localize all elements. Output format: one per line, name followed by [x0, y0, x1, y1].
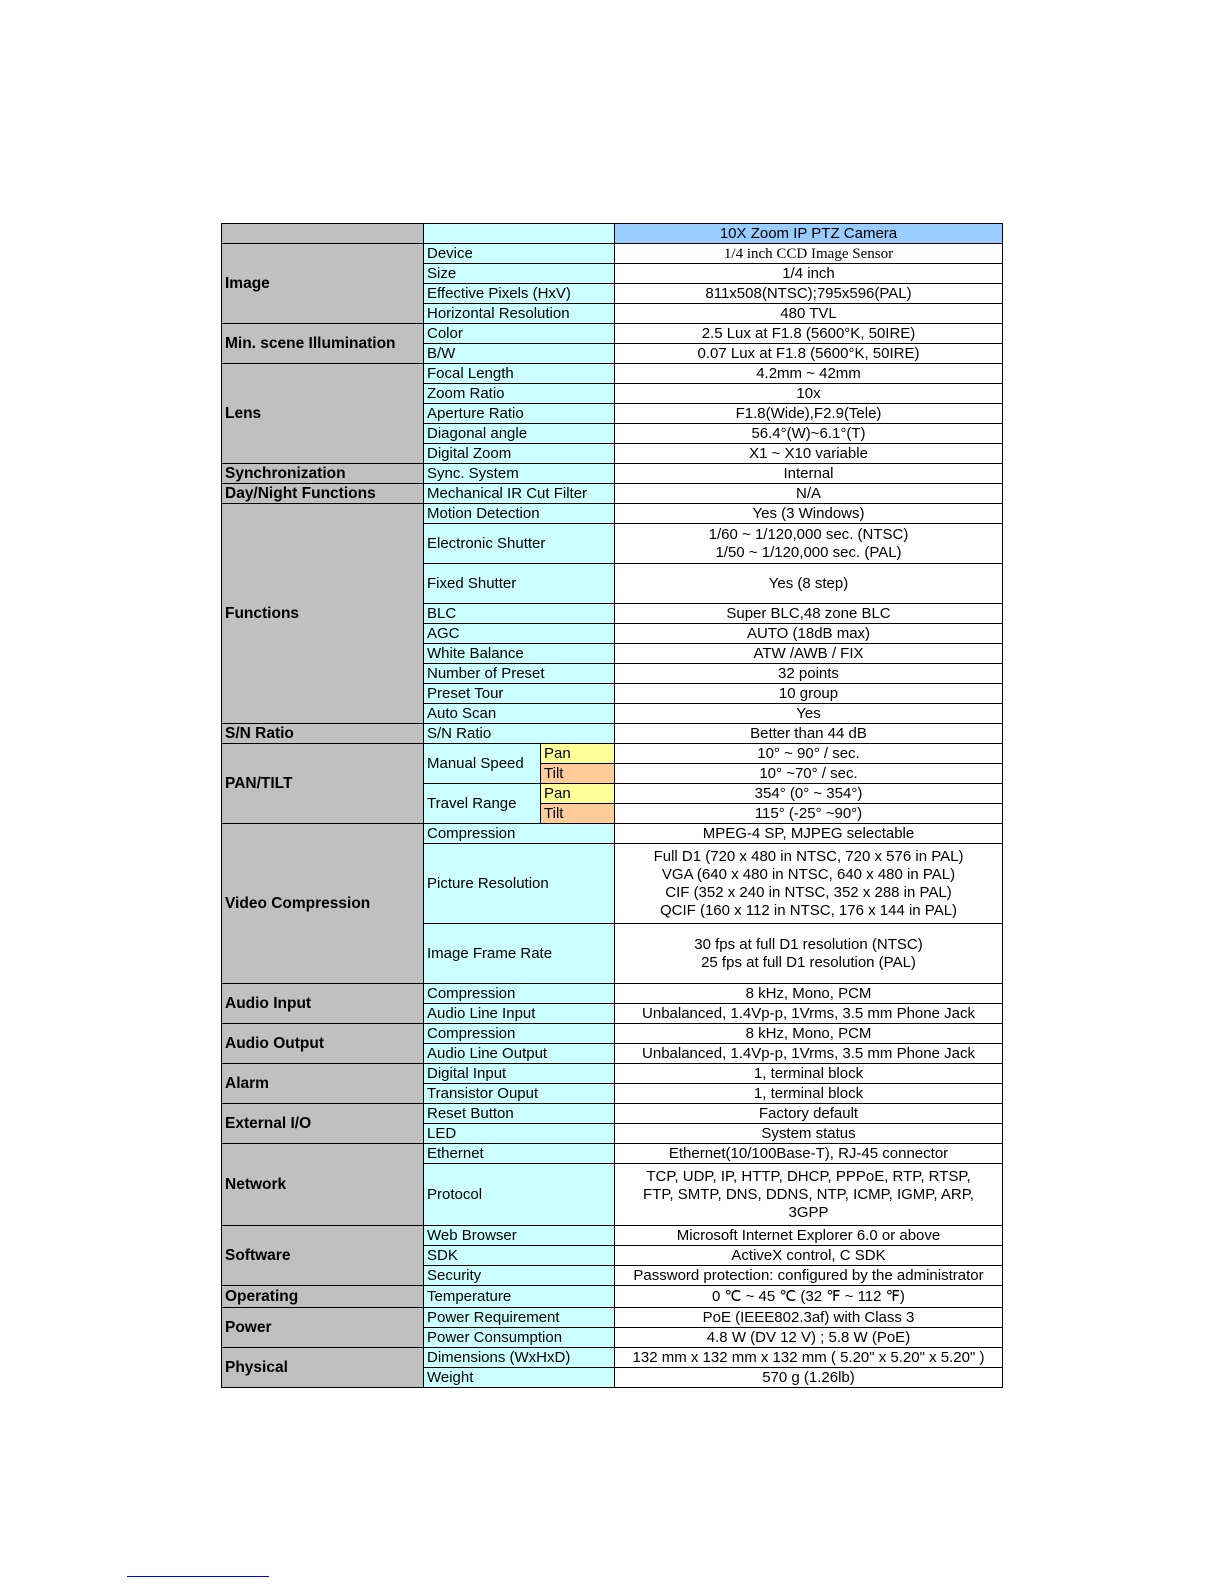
value-line: 1/60 ~ 1/120,000 sec. (NTSC)	[708, 525, 909, 543]
value-cell: System status	[615, 1124, 1003, 1144]
category-label: S/N Ratio	[222, 724, 424, 744]
value-cell: 4.8 W (DV 12 V) ; 5.8 W (PoE)	[615, 1328, 1003, 1348]
category-label: Video Compression	[222, 824, 424, 984]
property-label: AGC	[424, 624, 615, 644]
value-cell: Better than 44 dB	[615, 724, 1003, 744]
value-cell: Yes (8 step)	[615, 564, 1003, 604]
property-label: BLC	[424, 604, 615, 624]
value-line: Full D1 (720 x 480 in NTSC, 720 x 576 in PAL)	[653, 847, 964, 865]
property-label: Diagonal angle	[424, 424, 615, 444]
property-label: Temperature	[424, 1286, 615, 1308]
table-row	[222, 1024, 1003, 1044]
value-line: VGA (640 x 480 in NTSC, 640 x 480 in PAL)	[661, 865, 956, 883]
value-line: 25 fps at full D1 resolution (PAL)	[701, 953, 916, 971]
property-label: Number of Preset	[424, 664, 615, 684]
category-label: Image	[222, 244, 424, 324]
property-label: Weight	[424, 1368, 615, 1388]
category-label: Audio Input	[222, 984, 424, 1024]
spec-table	[221, 223, 1003, 1388]
property-label: Transistor Ouput	[424, 1084, 615, 1104]
property-label: Ethernet	[424, 1144, 615, 1164]
property-label: Power Consumption	[424, 1328, 615, 1348]
sub-label-tilt: Tilt	[541, 764, 615, 784]
property-label: Preset Tour	[424, 684, 615, 704]
value-cell: 480 TVL	[615, 304, 1003, 324]
value-cell: 1, terminal block	[615, 1084, 1003, 1104]
value-cell: ActiveX control, C SDK	[615, 1246, 1003, 1266]
value-cell: X1 ~ X10 variable	[615, 444, 1003, 464]
value-cell: 115° (-25° ~90°)	[615, 804, 1003, 824]
property-label: Reset Button	[424, 1104, 615, 1124]
value-cell: 0.07 Lux at F1.8 (5600°K, 50IRE)	[615, 344, 1003, 364]
property-label: Compression	[424, 824, 615, 844]
property-label: S/N Ratio	[424, 724, 615, 744]
property-label: Auto Scan	[424, 704, 615, 724]
category-label: Synchronization	[222, 464, 424, 484]
value-cell: 56.4°(W)~6.1°(T)	[615, 424, 1003, 444]
value-line: 3GPP	[788, 1203, 829, 1221]
sub-label-tilt: Tilt	[541, 804, 615, 824]
table-row	[222, 1226, 1003, 1246]
property-label: Horizontal Resolution	[424, 304, 615, 324]
property-label: Dimensions (WxHxD)	[424, 1348, 615, 1368]
property-label: Manual Speed	[424, 744, 541, 784]
value-cell: 1, terminal block	[615, 1064, 1003, 1084]
value-cell: 811x508(NTSC);795x596(PAL)	[615, 284, 1003, 304]
value-cell	[615, 524, 1003, 564]
value-cell: 2.5 Lux at F1.8 (5600°K, 50IRE)	[615, 324, 1003, 344]
category-label: Physical	[222, 1348, 424, 1388]
value-line: 1/50 ~ 1/120,000 sec. (PAL)	[715, 543, 902, 561]
value-cell: N/A	[615, 484, 1003, 504]
category-label: Audio Output	[222, 1024, 424, 1064]
property-label: Power Requirement	[424, 1308, 615, 1328]
property-label: Effective Pixels (HxV)	[424, 284, 615, 304]
value-cell: Ethernet(10/100Base-T), RJ-45 connector	[615, 1144, 1003, 1164]
value-cell: PoE (IEEE802.3af) with Class 3	[615, 1308, 1003, 1328]
value-cell: Yes	[615, 704, 1003, 724]
property-label: B/W	[424, 344, 615, 364]
table-row	[222, 1064, 1003, 1084]
table-row	[222, 364, 1003, 384]
sub-label-pan: Pan	[541, 744, 615, 764]
value-cell: 354° (0° ~ 354°)	[615, 784, 1003, 804]
property-label: White Balance	[424, 644, 615, 664]
value-cell: Factory default	[615, 1104, 1003, 1124]
property-label: Motion Detection	[424, 504, 615, 524]
property-label: Image Frame Rate	[424, 924, 615, 984]
table-row	[222, 324, 1003, 344]
property-label: Aperture Ratio	[424, 404, 615, 424]
table-row	[222, 1348, 1003, 1368]
property-label: Protocol	[424, 1164, 615, 1226]
value-cell	[615, 844, 1003, 924]
category-label: External I/O	[222, 1104, 424, 1144]
value-cell: 10° ~ 90° / sec.	[615, 744, 1003, 764]
property-label: Audio Line Output	[424, 1044, 615, 1064]
value-cell	[615, 1164, 1003, 1226]
category-label: Power	[222, 1308, 424, 1348]
property-label: Device	[424, 244, 615, 264]
value-cell: ATW /AWB / FIX	[615, 644, 1003, 664]
value-cell: Microsoft Internet Explorer 6.0 or above	[615, 1226, 1003, 1246]
table-row	[222, 1308, 1003, 1328]
value-cell: 132 mm x 132 mm x 132 mm ( 5.20" x 5.20" x 5.20" )	[615, 1348, 1003, 1368]
value-cell: AUTO (18dB max)	[615, 624, 1003, 644]
category-label: Operating	[222, 1286, 424, 1308]
table-row	[222, 244, 1003, 264]
table-row	[222, 1104, 1003, 1124]
property-label: Web Browser	[424, 1226, 615, 1246]
property-label: Picture Resolution	[424, 844, 615, 924]
category-label: Min. scene Illumination	[222, 324, 424, 364]
property-label: Travel Range	[424, 784, 541, 824]
property-label: LED	[424, 1124, 615, 1144]
property-label: Focal Length	[424, 364, 615, 384]
table-row	[222, 724, 1003, 744]
value-line: FTP, SMTP, DNS, DDNS, NTP, ICMP, IGMP, ARP,	[643, 1185, 974, 1203]
property-label: Size	[424, 264, 615, 284]
header-blank-category	[222, 224, 424, 244]
table-row	[222, 464, 1003, 484]
property-label: Security	[424, 1266, 615, 1286]
table-row	[222, 744, 1003, 764]
value-cell: Unbalanced, 1.4Vp-p, 1Vrms, 3.5 mm Phone Jack	[615, 1004, 1003, 1024]
header-blank-property	[424, 224, 615, 244]
property-label: Digital Zoom	[424, 444, 615, 464]
value-line: CIF (352 x 240 in NTSC, 352 x 288 in PAL)	[665, 883, 952, 901]
value-cell: Internal	[615, 464, 1003, 484]
category-label: Software	[222, 1226, 424, 1286]
table-row	[222, 1286, 1003, 1308]
value-cell	[615, 924, 1003, 984]
property-label: Compression	[424, 1024, 615, 1044]
property-label: Zoom Ratio	[424, 384, 615, 404]
value-line: TCP, UDP, IP, HTTP, DHCP, PPPoE, RTP, RTSP,	[646, 1167, 971, 1185]
table-row	[222, 1144, 1003, 1164]
value-line: QCIF (160 x 112 in NTSC, 176 x 144 in PAL)	[659, 901, 958, 919]
value-cell: 10 group	[615, 684, 1003, 704]
property-label: Audio Line Input	[424, 1004, 615, 1024]
category-label: PAN/TILT	[222, 744, 424, 824]
footnote-separator	[127, 1576, 269, 1577]
property-label: Mechanical IR Cut Filter	[424, 484, 615, 504]
table-header-row	[222, 224, 1003, 244]
value-cell: Unbalanced, 1.4Vp-p, 1Vrms, 3.5 mm Phone Jack	[615, 1044, 1003, 1064]
value-cell: MPEG-4 SP, MJPEG selectable	[615, 824, 1003, 844]
value-cell: Super BLC,48 zone BLC	[615, 604, 1003, 624]
property-label: SDK	[424, 1246, 615, 1266]
value-cell: 8 kHz, Mono, PCM	[615, 1024, 1003, 1044]
value-cell: 0 ℃ ~ 45 ℃ (32 ℉ ~ 112 ℉)	[615, 1286, 1003, 1308]
property-label: Sync. System	[424, 464, 615, 484]
table-row	[222, 504, 1003, 524]
value-cell: F1.8(Wide),F2.9(Tele)	[615, 404, 1003, 424]
category-label: Day/Night Functions	[222, 484, 424, 504]
category-label: Lens	[222, 364, 424, 464]
value-cell: 4.2mm ~ 42mm	[615, 364, 1003, 384]
category-label: Network	[222, 1144, 424, 1226]
value-cell: 32 points	[615, 664, 1003, 684]
property-label: Electronic Shutter	[424, 524, 615, 564]
property-label: Compression	[424, 984, 615, 1004]
sub-label-pan: Pan	[541, 784, 615, 804]
value-cell: Yes (3 Windows)	[615, 504, 1003, 524]
property-label: Fixed Shutter	[424, 564, 615, 604]
value-cell: 1/4 inch	[615, 264, 1003, 284]
table-row	[222, 984, 1003, 1004]
table-row	[222, 824, 1003, 844]
value-cell: 10x	[615, 384, 1003, 404]
value-cell: 570 g (1.26lb)	[615, 1368, 1003, 1388]
product-title: 10X Zoom IP PTZ Camera	[615, 224, 1003, 244]
value-cell: 8 kHz, Mono, PCM	[615, 984, 1003, 1004]
value-cell: 1/4 inch CCD Image Sensor	[615, 244, 1003, 264]
category-label: Alarm	[222, 1064, 424, 1104]
value-cell: 10° ~70° / sec.	[615, 764, 1003, 784]
value-cell: Password protection: configured by the administrator	[615, 1266, 1003, 1286]
table-row	[222, 484, 1003, 504]
value-line: 30 fps at full D1 resolution (NTSC)	[694, 935, 923, 953]
category-label: Functions	[222, 504, 424, 724]
property-label: Digital Input	[424, 1064, 615, 1084]
property-label: Color	[424, 324, 615, 344]
